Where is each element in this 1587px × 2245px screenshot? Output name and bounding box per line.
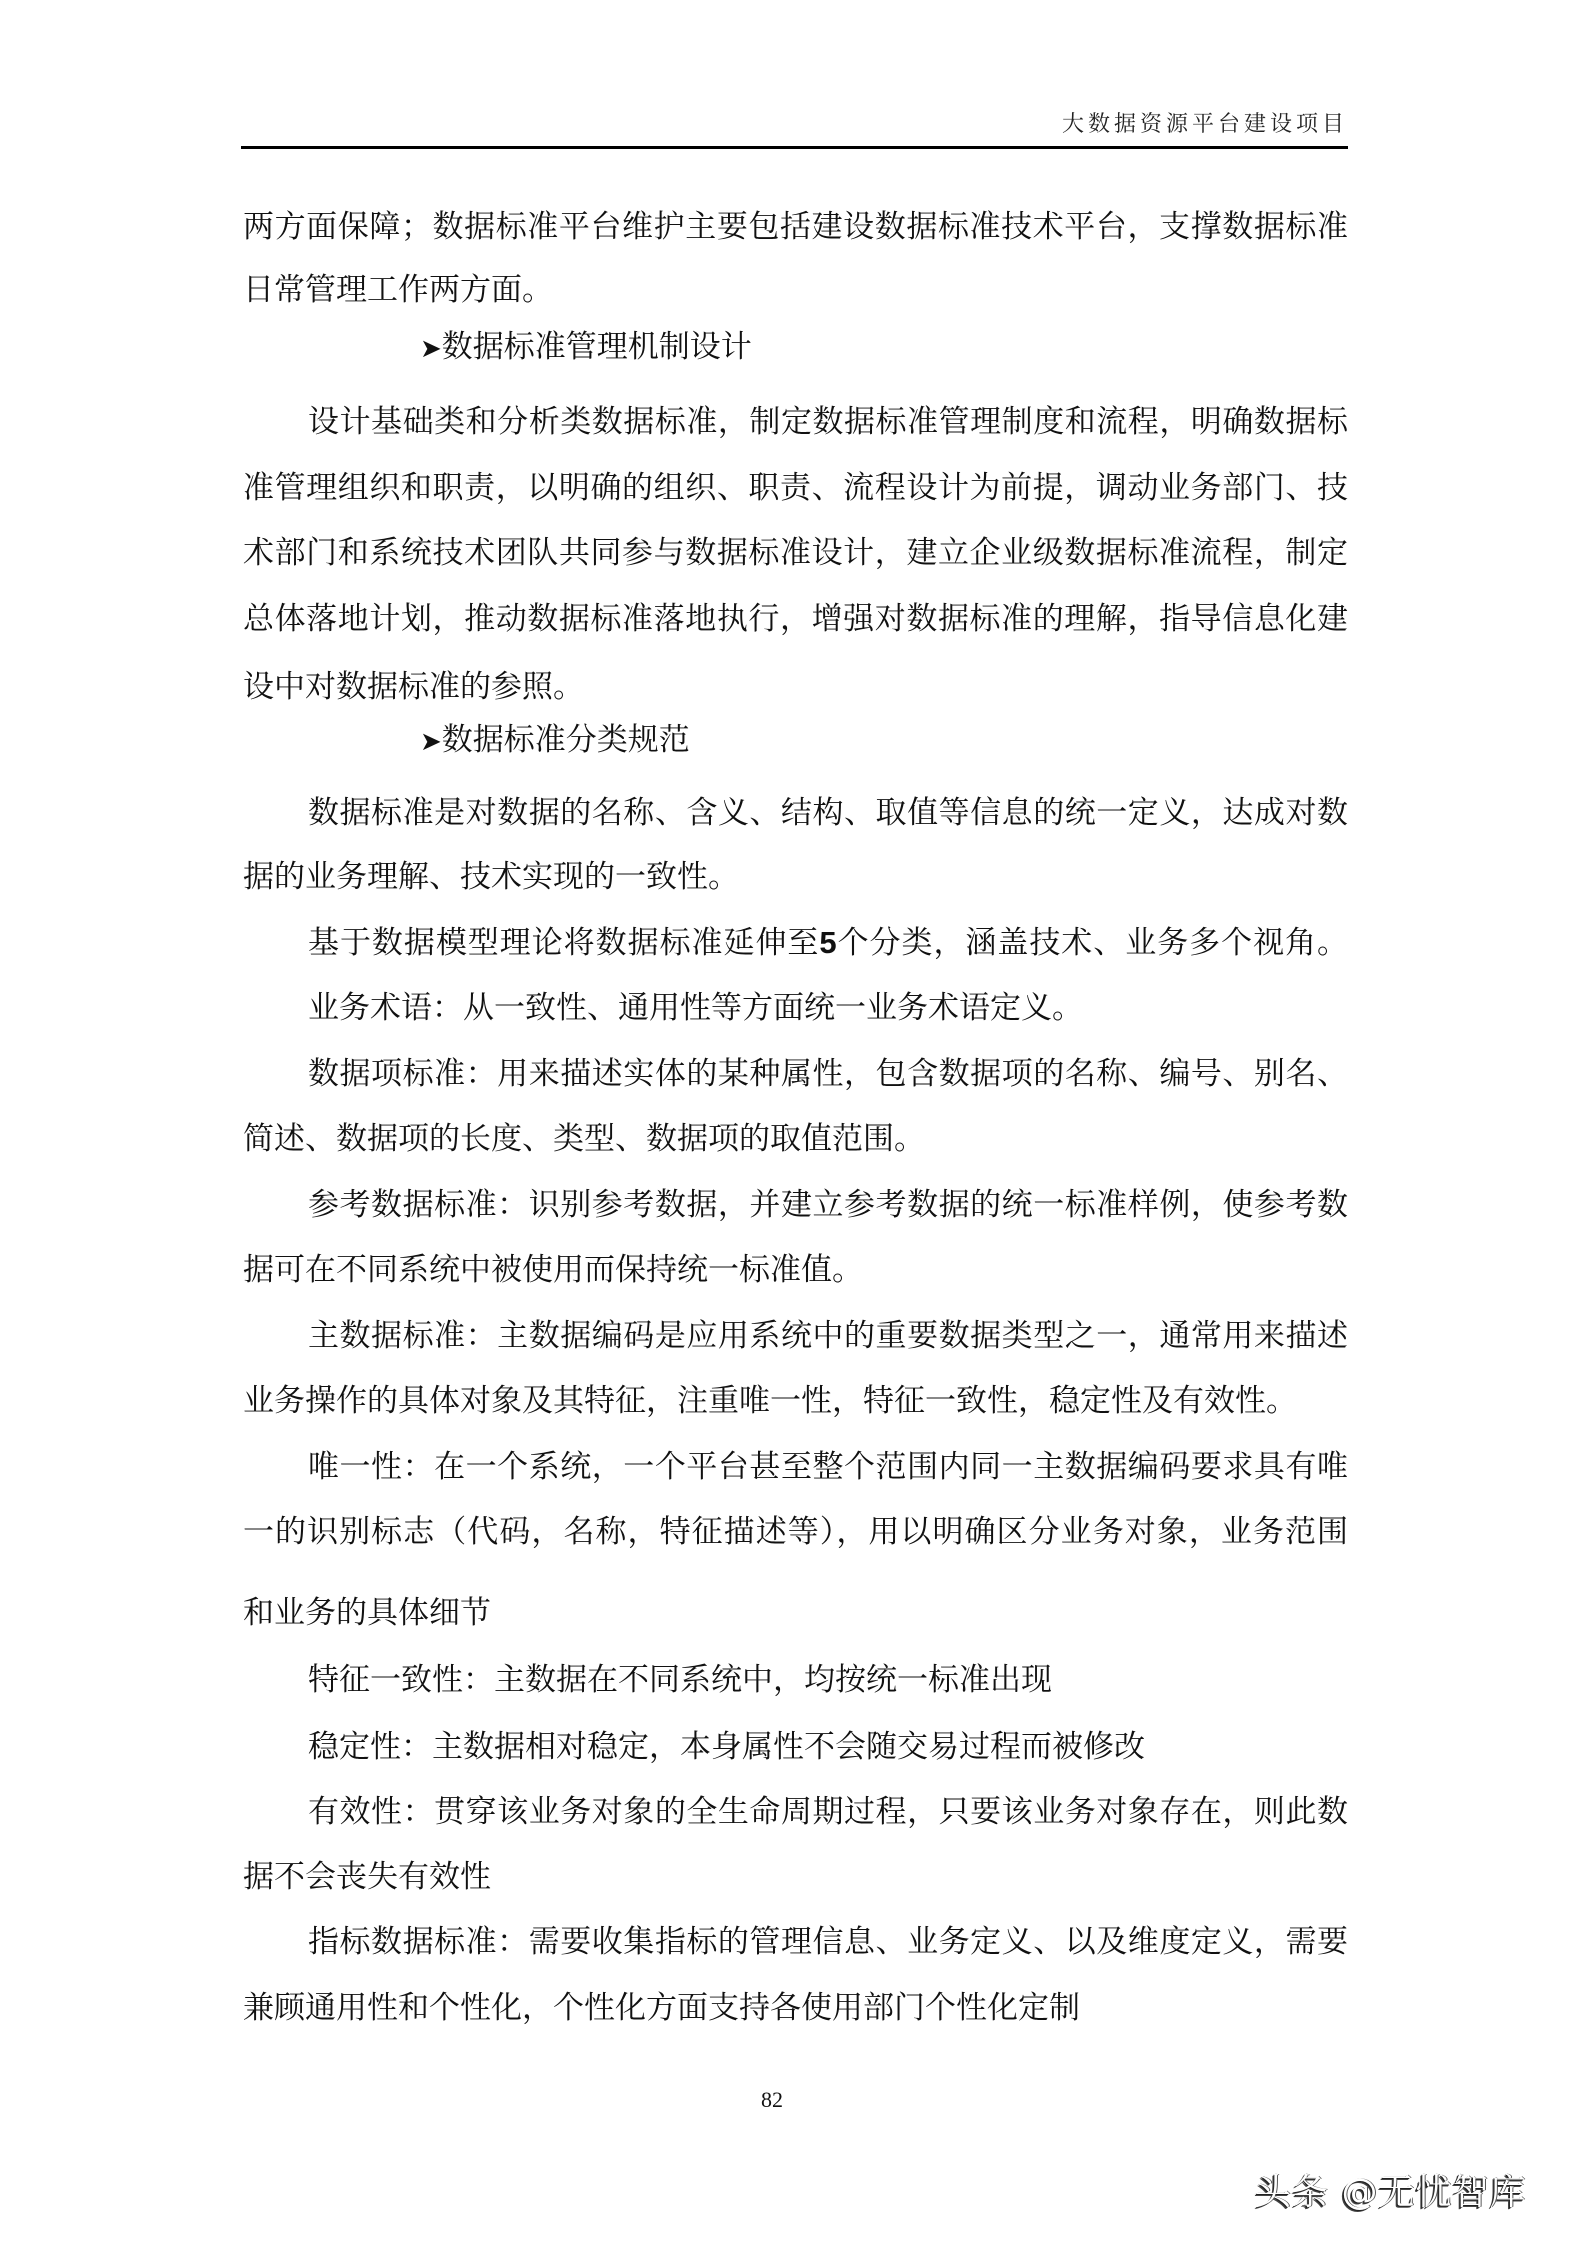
paragraph-line: 据可在不同系统中被使用而保持统一标准值。: [243, 1252, 863, 1288]
item-indicator-data-standard: 指标数据标准：需要收集指标的管理信息、业务定义、以及维度定义，需要: [308, 1924, 1348, 1960]
page-number: 82: [761, 2087, 783, 2112]
paragraph-line: 准管理组织和职责，以明确的组织、职责、流程设计为前提，调动业务部门、技: [243, 470, 1348, 506]
paragraph-line: 数据标准是对数据的名称、含义、结构、取值等信息的统一定义，达成对数: [308, 795, 1348, 831]
section-heading-text: 数据标准管理机制设计: [441, 329, 752, 365]
paragraph-line: 两方面保障；数据标准平台维护主要包括建设数据标准技术平台，支撑数据标准: [243, 209, 1348, 245]
section-heading-classification: [420, 720, 1320, 760]
paragraph-line: 日常管理工作两方面。: [243, 272, 553, 308]
intro-text-after: 个分类，涵盖技术、业务多个视角。: [836, 925, 1348, 961]
paragraph-line: 兼顾通用性和个性化，个性化方面支持各使用部门个性化定制: [243, 1990, 1080, 2026]
paragraph-line: 据的业务理解、技术实现的一致性。: [243, 859, 739, 895]
arrow-bullet-icon: ➤: [420, 727, 442, 757]
paragraph-line: 和业务的具体细节: [243, 1595, 491, 1631]
paragraph-line: 据不会丧失有效性: [243, 1859, 491, 1895]
item-reference-data-standard: 参考数据标准：识别参考数据，并建立参考数据的统一标准样例，使参考数: [308, 1187, 1348, 1223]
paragraph-line: 术部门和系统技术团队共同参与数据标准设计，建立企业级数据标准流程，制定: [243, 535, 1348, 571]
categories-intro-line: [308, 923, 1348, 963]
header-rule: [241, 146, 1348, 149]
item-feature-consistency: 特征一致性：主数据在不同系统中，均按统一标准出现: [308, 1662, 1052, 1698]
intro-text-before: 基于数据模型理论将数据标准延伸至: [308, 925, 820, 961]
watermark: 头条 @无忧智库: [1255, 2172, 1527, 2213]
paragraph-line: 一的识别标志（代码，名称，特征描述等），用以明确区分业务对象，业务范围: [243, 1514, 1348, 1550]
paragraph-line: 设中对数据标准的参照。: [243, 669, 584, 705]
section-heading-mechanism-design: [420, 327, 1320, 367]
item-master-data-standard: 主数据标准：主数据编码是应用系统中的重要数据类型之一，通常用来描述: [308, 1318, 1348, 1354]
paragraph-line: 设计基础类和分析类数据标准，制定数据标准管理制度和流程，明确数据标: [308, 404, 1348, 440]
item-business-terms: 业务术语：从一致性、通用性等方面统一业务术语定义。: [308, 990, 1083, 1026]
running-header: 大数据资源平台建设项目: [1061, 112, 1348, 137]
item-stability: 稳定性：主数据相对稳定，本身属性不会随交易过程而被修改: [308, 1729, 1145, 1765]
section-heading-text: 数据标准分类规范: [441, 722, 690, 758]
category-count: 5: [819, 925, 837, 960]
paragraph-line: 总体落地计划，推动数据标准落地执行，增强对数据标准的理解，指导信息化建: [243, 601, 1348, 637]
item-data-element-standard: 数据项标准：用来描述实体的某种属性，包含数据项的名称、编号、别名、: [308, 1056, 1348, 1092]
item-uniqueness: 唯一性：在一个系统，一个平台甚至整个范围内同一主数据编码要求具有唯: [308, 1449, 1348, 1485]
item-validity: 有效性：贯穿该业务对象的全生命周期过程，只要该业务对象存在，则此数: [308, 1794, 1348, 1830]
paragraph-line: 业务操作的具体对象及其特征，注重唯一性，特征一致性，稳定性及有效性。: [243, 1383, 1297, 1419]
paragraph-line: 简述、数据项的长度、类型、数据项的取值范围。: [243, 1121, 925, 1157]
arrow-bullet-icon: ➤: [420, 334, 442, 364]
